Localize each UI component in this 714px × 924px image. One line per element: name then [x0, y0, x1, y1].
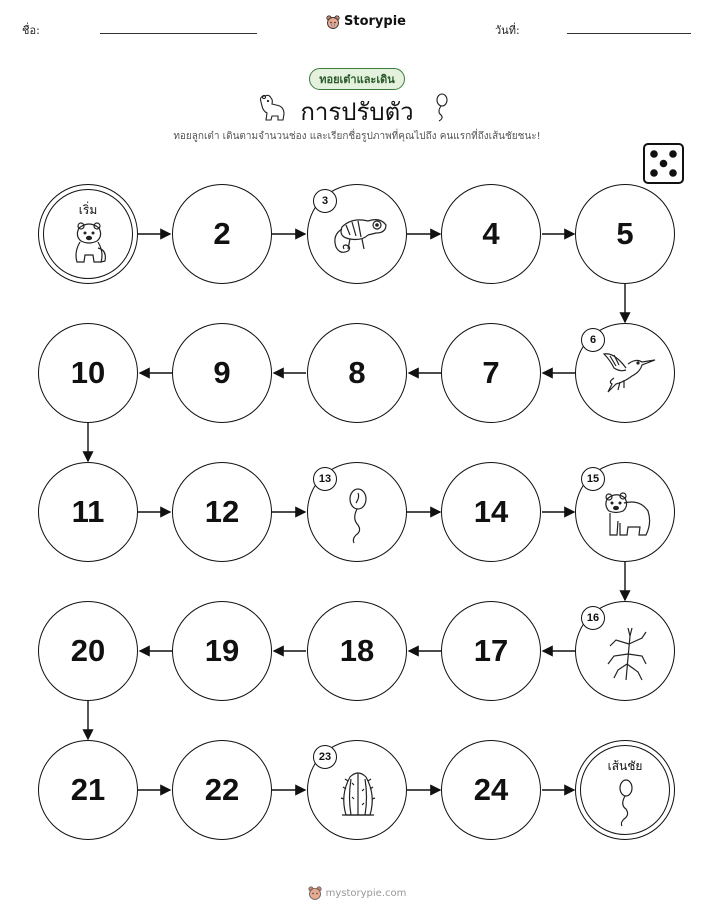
- space-23: [307, 740, 407, 840]
- footer: [0, 886, 714, 900]
- stick-insect-icon: [606, 626, 648, 682]
- space-5: 5: [575, 184, 675, 284]
- space-finish: [575, 740, 675, 840]
- start-label: เริ่ม: [78, 203, 98, 217]
- hummingbird-icon: [598, 348, 656, 400]
- space-11: 11: [38, 462, 138, 562]
- space-24: 24: [441, 740, 541, 840]
- space-22: 22: [172, 740, 272, 840]
- space-20: 20: [38, 601, 138, 701]
- space-6: [575, 323, 675, 423]
- space-9: 9: [172, 323, 272, 423]
- finish-seed-icon: [610, 777, 642, 827]
- space-16: [575, 601, 675, 701]
- seed-title-icon: [431, 92, 451, 122]
- space-21: 21: [38, 740, 138, 840]
- space-14: 14: [441, 462, 541, 562]
- finish-label: เส้นชัย: [607, 759, 643, 773]
- space-17: 17: [441, 601, 541, 701]
- space-8: 8: [307, 323, 407, 423]
- space-7: 7: [441, 323, 541, 423]
- game-type-badge: ทอยเต๋าและเดิน: [309, 68, 405, 90]
- date-label: วันที่:: [495, 24, 520, 37]
- polar-bear-icon: [598, 489, 654, 539]
- brand-logo: [326, 14, 406, 29]
- space-4: 4: [441, 184, 541, 284]
- space-3: [307, 184, 407, 284]
- space-19: 19: [172, 601, 272, 701]
- space-18: 18: [307, 601, 407, 701]
- page-title: การปรับตัว: [300, 98, 414, 126]
- space-13: [307, 462, 407, 562]
- space-15: [575, 462, 675, 562]
- seed-sprout-icon: [340, 485, 376, 545]
- space-start: [38, 184, 138, 284]
- cactus-icon: [336, 769, 380, 821]
- date-line[interactable]: [567, 33, 691, 34]
- space-2: 2: [172, 184, 272, 284]
- space-15-number: 15: [581, 467, 605, 491]
- chameleon-icon: [328, 207, 390, 263]
- space-10: 10: [38, 323, 138, 423]
- space-23-number: 23: [313, 745, 337, 769]
- space-3-number: 3: [313, 189, 337, 213]
- space-16-number: 16: [581, 606, 605, 630]
- bear-cub-title-icon: [255, 92, 287, 122]
- name-label: ชื่อ:: [22, 24, 40, 37]
- space-12: 12: [172, 462, 272, 562]
- instructions: ทอยลูกเต๋า เดินตามจำนวนช่อง และเรียกชื่อรูปภาพที่คุณไปถึง คนแรกที่ถึงเส้นชัยชนะ!: [173, 131, 541, 142]
- bear-logo-icon: [326, 15, 340, 29]
- brand-name: Storypie: [344, 14, 406, 29]
- space-13-number: 13: [313, 467, 337, 491]
- footer-site[interactable]: mystorypie.com: [325, 887, 407, 899]
- bear-logo-footer-icon: [308, 886, 322, 900]
- name-line[interactable]: [100, 33, 257, 34]
- polar-bear-cub-icon: [64, 218, 114, 268]
- dice-icon: [643, 143, 684, 184]
- space-6-number: 6: [581, 328, 605, 352]
